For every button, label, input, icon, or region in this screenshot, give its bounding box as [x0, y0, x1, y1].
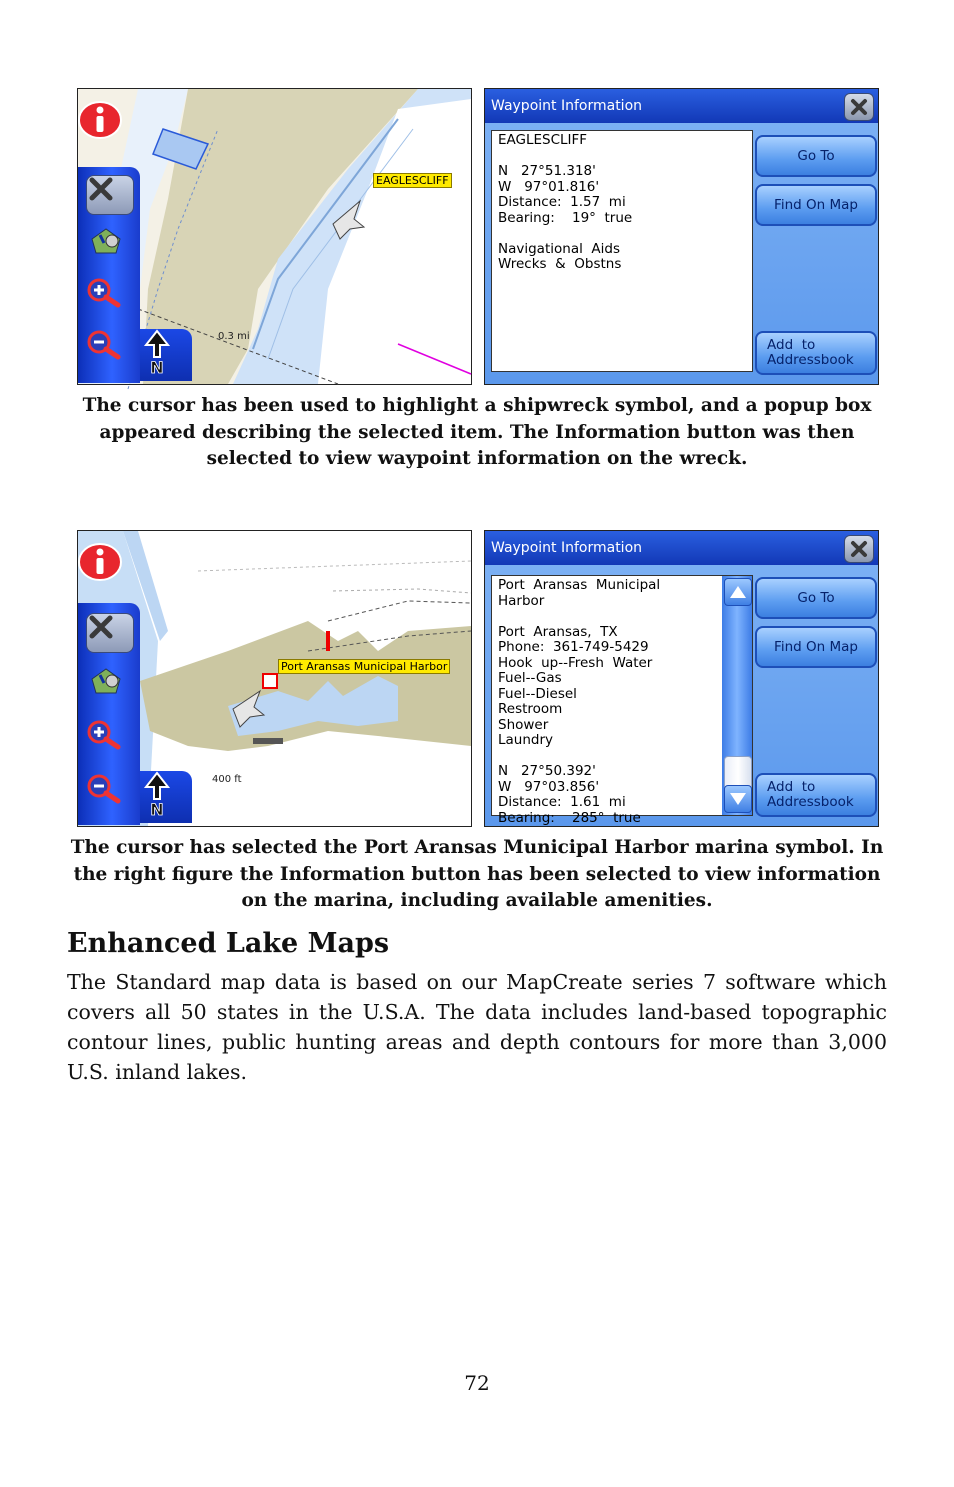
waypoint-details-text: Port Aransas Municipal Harbor Port Aransas, TX Phone: 361-749-5429 Hook up--Fresh Water Fuel--Gas Fuel--Diesel Restroom Shower Laundry N 27°50.392' W 97°03.856' Distance: 1.61 mi Bearing: 285° true: [498, 577, 661, 826]
zoom-out-icon: [86, 329, 122, 359]
find-on-map-button[interactable]: Find On Map: [755, 184, 877, 226]
north-arrow-icon: [140, 771, 174, 817]
waypoint-info-button[interactable]: [86, 225, 132, 263]
panel-title: Waypoint Information: [485, 89, 878, 123]
close-icon: [87, 614, 115, 640]
map2-toolbar: [78, 603, 140, 825]
waypoint-info-button[interactable]: [86, 665, 132, 703]
zoom-out-button[interactable]: [86, 773, 132, 811]
zoom-out-button[interactable]: [86, 329, 132, 367]
info-icon[interactable]: [78, 101, 122, 139]
close-button[interactable]: [86, 613, 134, 653]
map1-scale-label: 0.3 mi: [218, 331, 250, 342]
close-icon: [87, 176, 115, 202]
north-arrow-icon: [140, 329, 174, 375]
zoom-in-icon: [86, 277, 122, 307]
map2-scale-label: 400 ft: [212, 774, 242, 785]
details-scrollbar[interactable]: [722, 576, 752, 815]
map-info-icon: [86, 665, 126, 697]
figure2-waypoint-panel: [484, 530, 879, 827]
svg-text:N: N: [150, 358, 164, 377]
figure1-waypoint-panel: [484, 88, 879, 385]
map1-waypoint-label: EAGLESCLIFF: [373, 173, 452, 188]
add-to-addressbook-button[interactable]: Add to Addressbook: [755, 331, 877, 375]
scroll-up-button[interactable]: [724, 578, 752, 606]
svg-text:N: N: [150, 800, 164, 819]
close-button[interactable]: [844, 93, 874, 121]
zoom-in-button[interactable]: [86, 719, 132, 757]
figure2-caption: The cursor has selected the Port Aransas Municipal Harbor marina symbol. In the right figure the Information button has been selected to view information on the marina, including available amenities.: [70, 837, 884, 911]
close-icon: [850, 98, 868, 116]
zoom-in-button[interactable]: [86, 277, 132, 315]
go-to-button[interactable]: Go To: [755, 577, 877, 619]
close-button[interactable]: [86, 175, 134, 215]
map-info-icon: [86, 225, 126, 257]
waypoint-details: [491, 575, 753, 826]
north-up-button[interactable]: [140, 771, 192, 823]
north-up-button[interactable]: [140, 329, 192, 381]
arrow-up-icon: [729, 585, 747, 599]
waypoint-details-text: EAGLESCLIFF N 27°51.318' W 97°01.816' Distance: 1.57 mi Bearing: 19° true Navigational Aids Wrecks & Obstns: [498, 132, 633, 272]
figure2-map: [77, 530, 472, 827]
zoom-out-icon: [86, 773, 122, 803]
section-body: The Standard map data is based on our MapCreate series 7 software which covers all 50 states in the U.S.A. The data includes land-based topographic contour lines, public hunting areas and depth contours for more than 3,000 U.S. inland lakes.: [67, 970, 887, 1084]
panel-title: Waypoint Information: [485, 531, 878, 565]
add-to-addressbook-button[interactable]: Add to Addressbook: [755, 773, 877, 817]
figure1-caption: The cursor has been used to highlight a shipwreck symbol, and a popup box appeared describing the selected item. The Information button was then selected to view waypoint information on the wreck.: [82, 395, 872, 469]
close-button[interactable]: [844, 535, 874, 563]
close-icon: [850, 540, 868, 558]
scroll-down-button[interactable]: [724, 785, 752, 813]
info-icon[interactable]: [78, 543, 122, 581]
map1-toolbar: [78, 167, 140, 383]
page-number: 72: [464, 1371, 490, 1395]
find-on-map-button[interactable]: Find On Map: [755, 626, 877, 668]
figure1-map: [77, 88, 472, 385]
go-to-button[interactable]: Go To: [755, 135, 877, 177]
section-heading: Enhanced Lake Maps: [67, 928, 390, 959]
zoom-in-icon: [86, 719, 122, 749]
arrow-down-icon: [729, 792, 747, 806]
waypoint-details: [491, 130, 753, 372]
map2-waypoint-label: Port Aransas Municipal Harbor: [278, 659, 450, 674]
